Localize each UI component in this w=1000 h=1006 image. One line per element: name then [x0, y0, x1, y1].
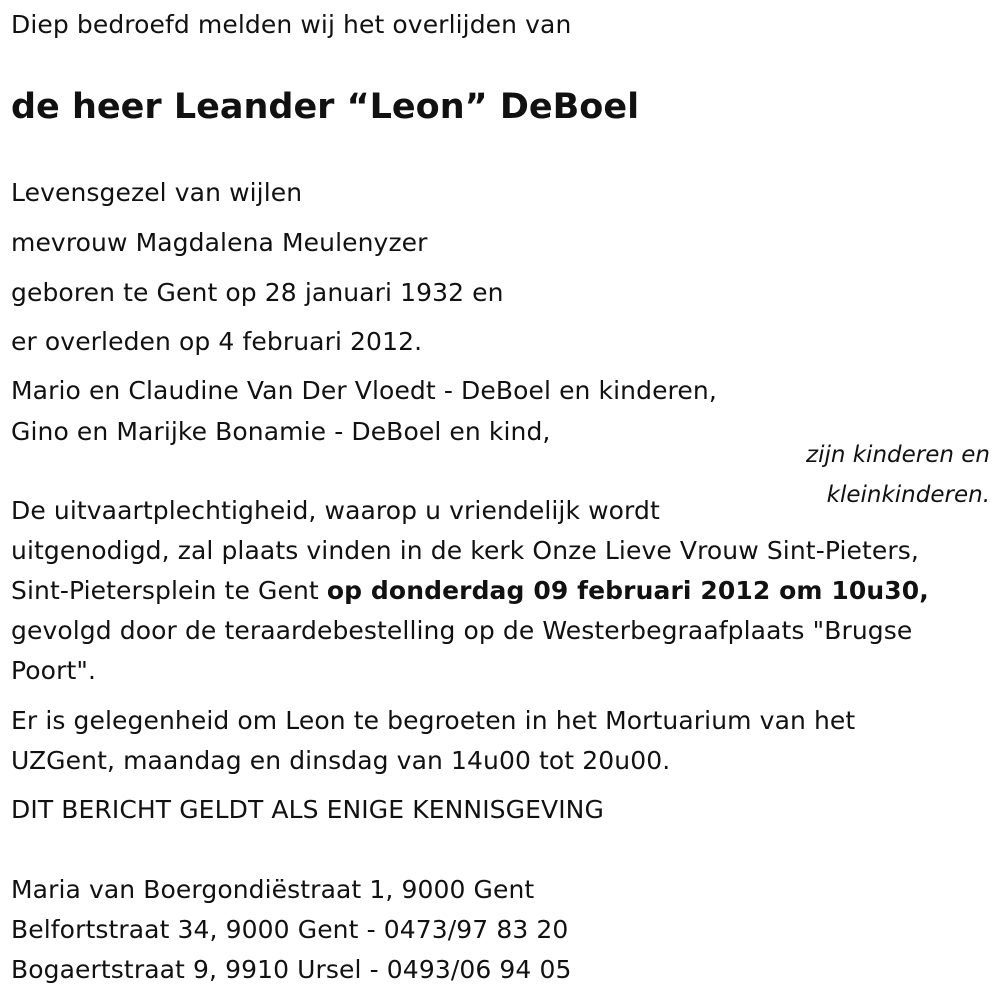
notice-text: DIT BERICHT GELDT ALS ENIGE KENNISGEVING — [11, 795, 604, 824]
death-line: er overleden op 4 februari 2012. — [11, 327, 423, 356]
funeral-location-text: Sint-Pietersplein te Gent — [11, 576, 327, 605]
funeral-line-5: Poort". — [11, 656, 97, 685]
family-line-1: Mario en Claudine Van Der Vloedt - DeBoel en kinderen, — [11, 376, 717, 405]
family-note-line-1: zijn kinderen en — [806, 442, 990, 468]
funeral-line-2: uitgenodigd, zal plaats vinden in de kerk Onze Lieve Vrouw Sint-Pieters, — [11, 536, 919, 565]
funeral-datetime: op donderdag 09 februari 2012 om 10u30, — [326, 576, 929, 605]
intro-text: Diep bedroefd melden wij het overlijden van — [11, 10, 572, 39]
family-note-line-2: kleinkinderen. — [826, 482, 990, 508]
funeral-line-4: gevolgd door de teraardebestelling op de Westerbegraafplaats "Brugse — [11, 616, 913, 645]
visit-line-1: Er is gelegenheid om Leon te begroeten in het Mortuarium van het — [11, 706, 856, 735]
partner-line-1: Levensgezel van wijlen — [11, 178, 303, 207]
address-2: Belfortstraat 34, 9000 Gent - 0473/97 83 20 — [11, 915, 569, 944]
visit-line-2: UZGent, maandag en dinsdag van 14u00 tot 20u00. — [11, 746, 671, 775]
birth-line: geboren te Gent op 28 januari 1932 en — [11, 278, 504, 307]
partner-line-2: mevrouw Magdalena Meulenyzer — [11, 228, 428, 257]
funeral-line-3 — [11, 576, 929, 606]
family-line-2: Gino en Marijke Bonamie - DeBoel en kind, — [11, 417, 551, 446]
funeral-line-1: De uitvaartplechtigheid, waarop u vriendelijk wordt — [11, 496, 660, 525]
address-3: Bogaertstraat 9, 9910 Ursel - 0493/06 94 05 — [11, 955, 572, 984]
deceased-name: de heer Leander “Leon” DeBoel — [11, 87, 640, 127]
address-1: Maria van Boergondiëstraat 1, 9000 Gent — [11, 875, 535, 904]
